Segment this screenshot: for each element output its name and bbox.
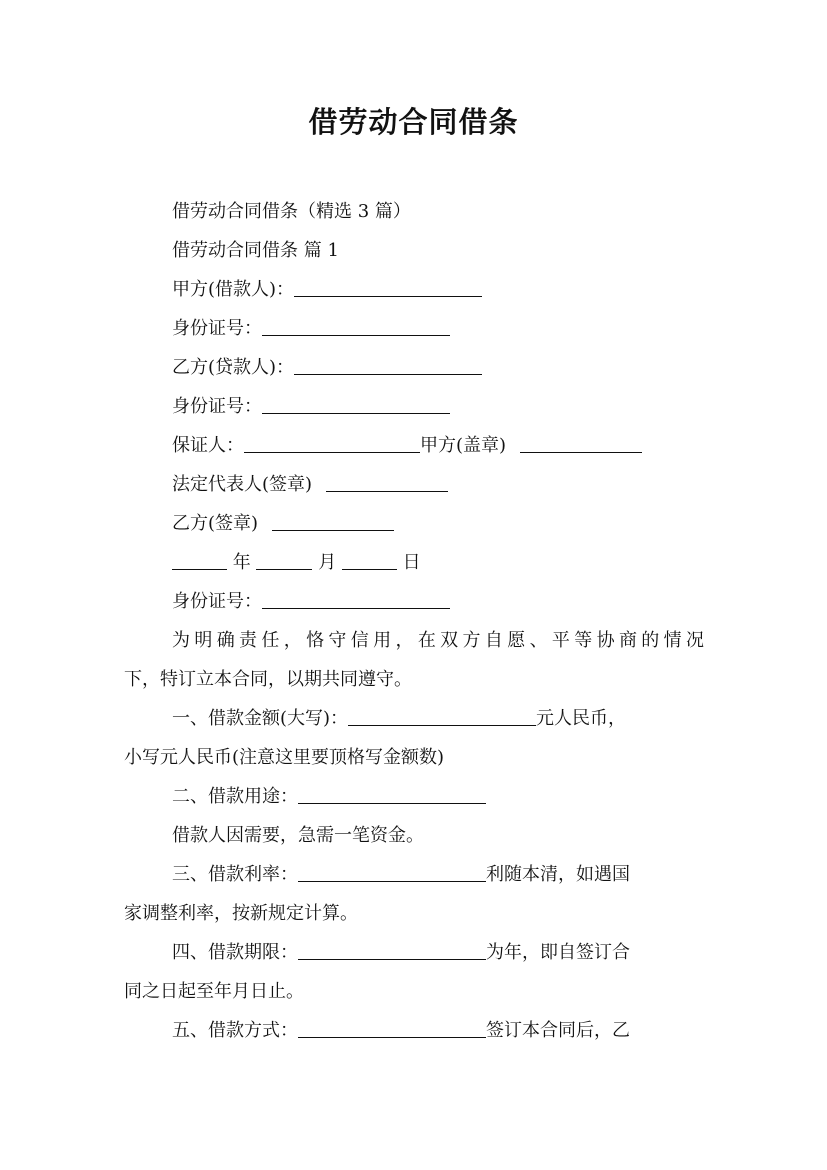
subtitle-line: 借劳动合同借条（精选 3 篇） [172,201,411,222]
clause-5-suffix: 签订本合同后，乙 [486,1020,630,1041]
id-label: 身份证号： [172,318,262,339]
clause-2-detail: 借款人因需要，急需一笔资金。 [172,825,424,846]
clause-4-prefix: 四、借款期限： [172,942,298,963]
party-b-label: 乙方(贷款人)： [172,357,295,378]
id-blank[interactable] [262,588,450,609]
party-a-label: 甲方(借款人)： [172,279,295,300]
guarantor-line [124,426,704,465]
id-blank[interactable] [262,315,450,336]
legal-rep-blank[interactable] [326,471,448,492]
party-b-sign-line [124,504,704,543]
clause-4-suffix: 为年，即自签订合 [486,942,630,963]
party-b-sign-blank[interactable] [272,510,394,531]
clause-5-blank[interactable] [298,1017,486,1038]
date-day: 日 [402,552,421,573]
clause-3-prefix: 三、借款利率： [172,864,298,885]
clause-4-line [124,933,704,972]
date-month: 月 [318,552,337,573]
date-line [124,543,704,582]
document-body [124,192,704,1050]
party-a-line [124,270,704,309]
clause-2-blank[interactable] [298,783,486,804]
day-blank[interactable] [342,549,397,570]
date-year: 年 [232,552,251,573]
id-line-2 [124,387,704,426]
year-blank[interactable] [172,549,227,570]
id-blank[interactable] [262,393,450,414]
clause-2-line [124,777,704,816]
clause-1-blank[interactable] [348,705,536,726]
party-b-sign-label: 乙方(签章) [172,513,259,534]
clause-3-line-2: 家调整利率，按新规定计算。 [124,903,358,924]
preamble-line-1: 为明确责任，恪守信用，在双方自愿、平等协商的情况 [172,630,704,651]
clause-1-line [124,699,704,738]
clause-1-suffix: 元人民币， [536,708,627,729]
clause-2-label: 二、借款用途： [172,786,298,807]
clause-3-line [124,855,704,894]
id-line-1 [124,309,704,348]
preamble-line-2: 下，特订立本合同，以期共同遵守。 [124,669,412,690]
section-heading: 借劳动合同借条 篇 1 [172,240,339,261]
clause-3-blank[interactable] [298,861,486,882]
legal-rep-line [124,465,704,504]
clause-5-prefix: 五、借款方式： [172,1020,298,1041]
id-label: 身份证号： [172,591,262,612]
party-a-seal-label: 甲方(盖章) [420,435,507,456]
party-b-blank[interactable] [294,354,482,375]
clause-4-blank[interactable] [298,939,486,960]
party-b-line [124,348,704,387]
clause-3-suffix: 利随本清，如遇国 [486,864,630,885]
clause-1-prefix: 一、借款金额(大写)： [172,708,349,729]
legal-rep-label: 法定代表人(签章) [172,474,313,495]
clause-1-line-2: 小写元人民币(注意这里要顶格写金额数) [124,747,445,768]
guarantor-label: 保证人： [172,435,244,456]
party-a-seal-blank[interactable] [520,432,642,453]
party-a-blank[interactable] [294,276,482,297]
id-line-3 [124,582,704,621]
id-label: 身份证号： [172,396,262,417]
clause-4-line-2: 同之日起至年月日止。 [124,981,304,1002]
clause-5-line [124,1011,704,1050]
document-title: 借劳动合同借条 [308,105,519,139]
guarantor-blank[interactable] [244,432,420,453]
month-blank[interactable] [256,549,312,570]
